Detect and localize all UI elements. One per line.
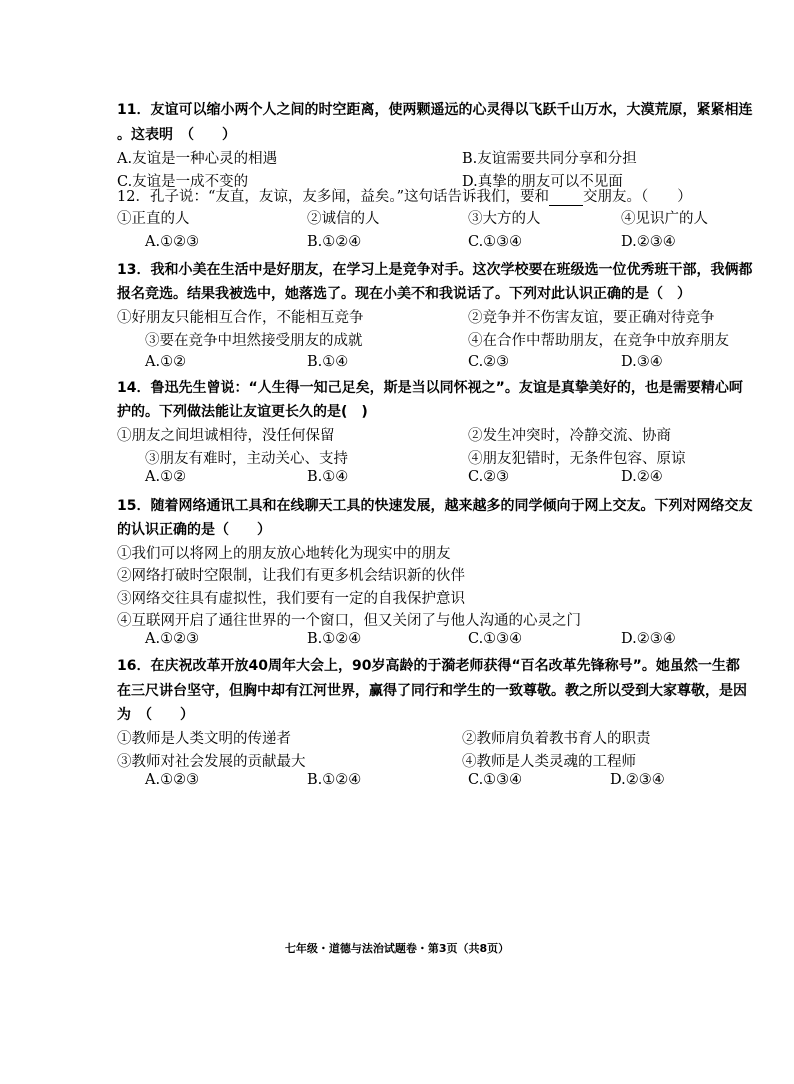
q13-stem-line2: 报名竞选。结果我被选中，她落选了。现在小美不和我说话了。下列对此认识正确的是（ ） xyxy=(117,286,691,302)
q16-stem-line3: 为 （ ） xyxy=(117,707,194,723)
q14-statement-2: ②发生冲突时，冷静交流、协商 xyxy=(468,428,671,444)
q14-option-d: D.②④ xyxy=(621,469,663,485)
q13-statement-4: ④在合作中帮助朋友，在竞争中放弃朋友 xyxy=(468,333,729,349)
q15-statement-3: ③网络交往具有虚拟性，我们要有一定的自我保护意识 xyxy=(117,591,465,607)
q15-stem-line2: 的认识正确的是（ ） xyxy=(117,522,271,538)
q11-option-b: B.友谊需要共同分享和分担 xyxy=(462,151,637,167)
q16-statement-1: ①教师是人类文明的传递者 xyxy=(117,731,291,747)
q16-option-b: B.①②④ xyxy=(307,772,362,788)
page-footer: 七年级・道德与法治试题卷・第3页（共8页） xyxy=(284,942,510,955)
q11-option-c: C.友谊是一成不变的 xyxy=(117,174,249,190)
q14-stem-line2: 护的。下列做法能让友谊更长久的是( ) xyxy=(117,404,368,420)
q13-stem-line1: 13．我和小美在生活中是好朋友，在学习上是竞争对手。这次学校要在班级选一位优秀班干部，我俩都 xyxy=(117,262,753,278)
q12-statement-1: ①正直的人 xyxy=(117,211,190,227)
q15-option-b: B.①②④ xyxy=(307,631,362,647)
q12-stem-part1: 12．孔子说：“友直，友谅，友多闻，益矣。”这句话告诉我们，要和 xyxy=(117,189,550,205)
q13-option-a: A.①② xyxy=(145,354,187,370)
q16-stem-line1: 16．在庆祝改革开放40周年大会上，90岁高龄的于漪老师获得“百名改革先锋称号”。她虽然一生都 xyxy=(117,658,740,674)
q16-option-c: C.①③④ xyxy=(468,772,523,788)
q12-statement-3: ③大方的人 xyxy=(468,211,541,227)
q13-option-b: B.①④ xyxy=(307,354,349,370)
q14-option-a: A.①② xyxy=(145,469,187,485)
q16-statement-4: ④教师是人类灵魂的工程师 xyxy=(462,754,636,770)
q13-option-d: D.③④ xyxy=(621,354,663,370)
q12-option-c: C.①③④ xyxy=(468,234,523,250)
q13-statement-2: ②竞争并不伤害友谊，要正确对待竞争 xyxy=(468,310,715,326)
q12-statement-4: ④见识广的人 xyxy=(621,211,708,227)
q15-option-c: C.①③④ xyxy=(468,631,523,647)
q12-option-a: A.①②③ xyxy=(145,234,200,250)
q16-statement-2: ②教师肩负着教书育人的职责 xyxy=(462,731,651,747)
q15-statement-1: ①我们可以将网上的朋友放心地转化为现实中的朋友 xyxy=(117,546,451,562)
q14-statement-4: ④朋友犯错时，无条件包容、原谅 xyxy=(468,451,686,467)
q13-statement-1: ①好朋友只能相互合作，不能相互竞争 xyxy=(117,310,364,326)
q13-statement-3: ③要在竞争中坦然接受朋友的成就 xyxy=(145,333,363,349)
q16-statement-3: ③教师对社会发展的贡献最大 xyxy=(117,754,306,770)
q15-option-a: A.①②③ xyxy=(145,631,200,647)
q11-stem-line1: 11．友谊可以缩小两个人之间的时空距离，使两颗遥远的心灵得以飞跃千山万水，大漠荒原，紧紧相连 xyxy=(117,102,753,118)
q16-stem-line2: 在三尺讲台坚守，但胸中却有江河世界，赢得了同行和学生的一致尊敬。教之所以受到大家尊敬，是因 xyxy=(117,683,747,699)
q15-option-d: D.②③④ xyxy=(621,631,676,647)
q12-statement-2: ②诚信的人 xyxy=(307,211,380,227)
q14-option-c: C.②③ xyxy=(468,469,510,485)
q14-stem-line1: 14．鲁迅先生曾说：“人生得一知己足矣，斯是当以同怀视之”。友谊是真挚美好的，也是需要精心呵 xyxy=(117,380,743,396)
q15-statement-2: ②网络打破时空限制，让我们有更多机会结识新的伙伴 xyxy=(117,568,465,584)
q12-stem xyxy=(117,188,692,206)
q15-stem-line1: 15．随着网络通讯工具和在线聊天工具的快速发展，越来越多的同学倾向于网上交友。下列对网络交友 xyxy=(117,498,753,514)
q14-statement-3: ③朋友有难时，主动关心、支持 xyxy=(145,451,348,467)
q14-option-b: B.①④ xyxy=(307,469,349,485)
q16-option-a: A.①②③ xyxy=(145,772,200,788)
q14-statement-1: ①朋友之间坦诚相待，没任何保留 xyxy=(117,428,335,444)
q16-option-d: D.②③④ xyxy=(610,772,665,788)
q11-stem-line2: 。这表明 （ ） xyxy=(117,127,236,143)
q11-option-a: A.友谊是一种心灵的相遇 xyxy=(117,151,278,167)
q12-option-b: B.①②④ xyxy=(307,234,362,250)
q15-statement-4: ④互联网开启了通往世界的一个窗口，但又关闭了与他人沟通的心灵之门 xyxy=(117,613,581,629)
q13-option-c: C.②③ xyxy=(468,354,510,370)
q11-option-d: D.真挚的朋友可以不见面 xyxy=(462,174,623,190)
q12-option-d: D.②③④ xyxy=(621,234,676,250)
answer-blank xyxy=(549,191,583,206)
q12-stem-part2: 交朋友。（ ） xyxy=(583,189,692,205)
